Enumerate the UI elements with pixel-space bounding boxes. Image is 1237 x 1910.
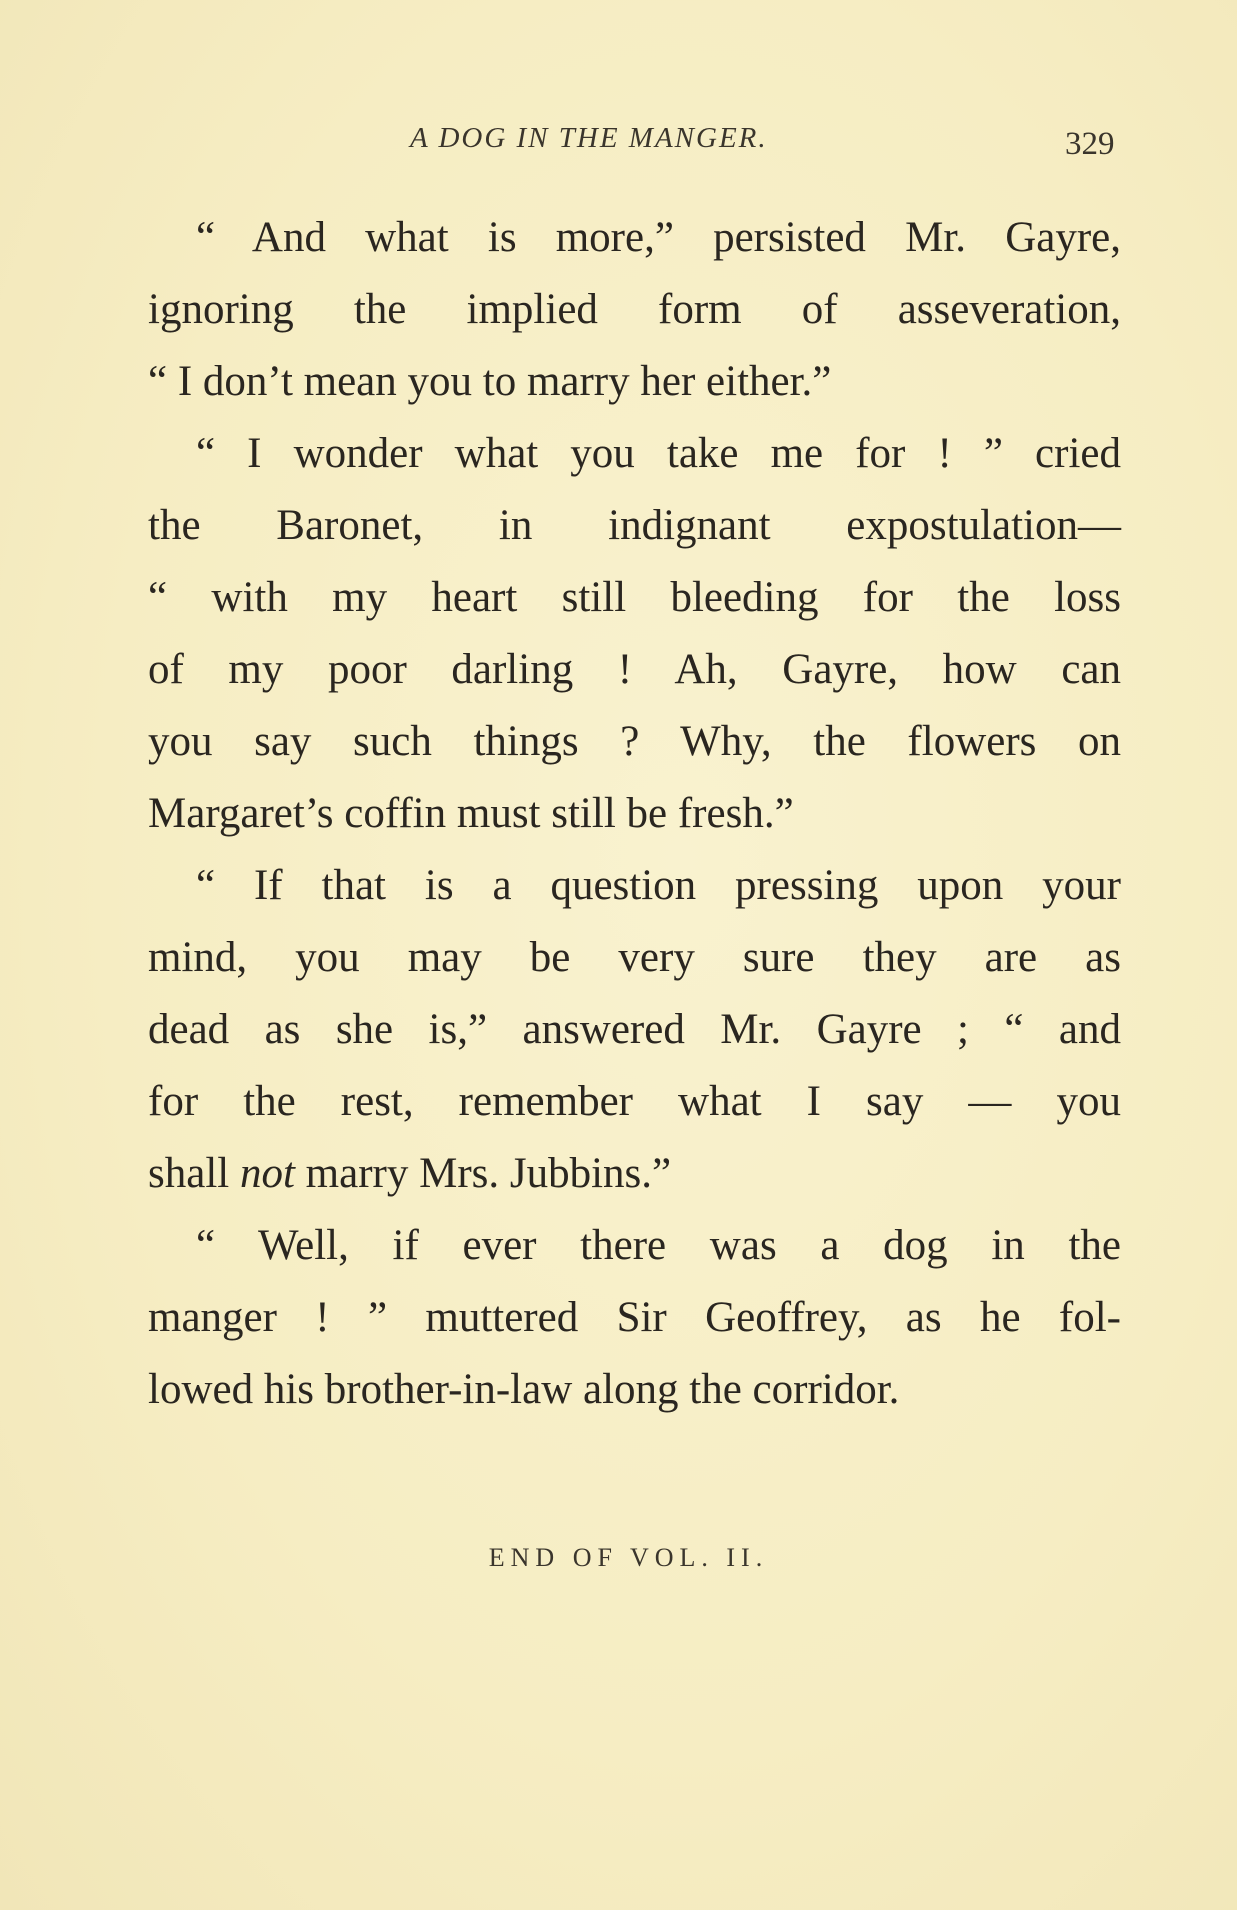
- text-line: “ I wonder what you take me for ! ” cried: [196, 430, 1121, 477]
- text-line: Margaret’s coffin must still be fresh.”: [148, 790, 794, 837]
- text-line-end: marry Mrs. Jubbins.”: [294, 1150, 672, 1197]
- text-line: [148, 1138, 1121, 1210]
- text-line: the Baronet, in indignant expostulation—: [148, 502, 1121, 549]
- page-number: 329: [1065, 126, 1115, 162]
- running-title: A DOG IN THE MANGER.: [410, 122, 768, 154]
- text-line: for the rest, remember what I say — you: [148, 1078, 1121, 1125]
- text-line: “ And what is more,” persisted Mr. Gayre,: [196, 214, 1121, 261]
- text-line: of my poor darling ! Ah, Gayre, how can: [148, 646, 1121, 693]
- end-of-volume-note: END OF VOL. II.: [488, 1543, 769, 1572]
- text-line: lowed his brother-in-law along the corridor.: [148, 1366, 900, 1413]
- text-line-start: shall: [148, 1150, 240, 1197]
- text-line: ignoring the implied form of asseveration,: [148, 286, 1121, 333]
- text-line: mind, you may be very sure they are as: [148, 934, 1121, 981]
- body-text: [148, 202, 1121, 1426]
- text-line: manger ! ” muttered Sir Geoffrey, as he fol-: [148, 1294, 1121, 1341]
- emphasis-word: not: [239, 1150, 295, 1197]
- text-line: dead as she is,” answered Mr. Gayre ; “ and: [148, 1006, 1121, 1053]
- text-line: “ with my heart still bleeding for the loss: [148, 574, 1121, 621]
- text-line: “ If that is a question pressing upon your: [196, 862, 1121, 909]
- text-line: “ Well, if ever there was a dog in the: [196, 1222, 1121, 1269]
- running-head: [0, 122, 1237, 162]
- text-line: you say such things ? Why, the flowers on: [148, 718, 1121, 765]
- text-line: “ I don’t mean you to marry her either.”: [148, 358, 832, 405]
